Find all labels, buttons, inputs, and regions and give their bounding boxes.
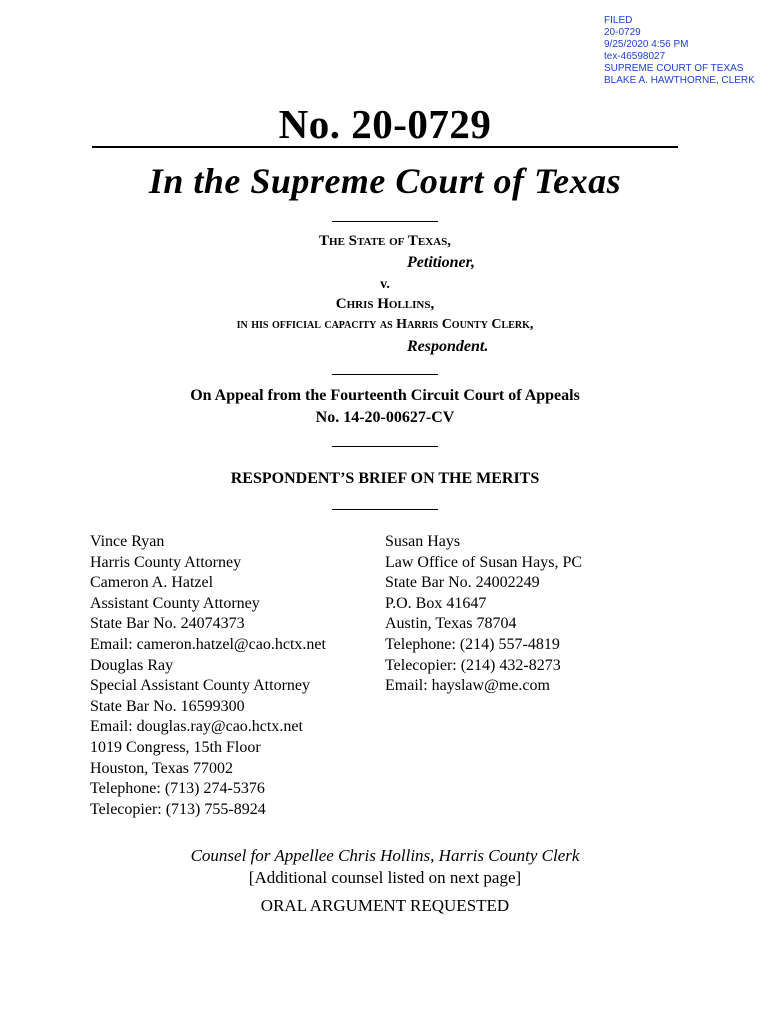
counsel-line: 1019 Congress, 15th Floor [90, 738, 261, 756]
stamp-line: FILED [604, 15, 633, 26]
filing-stamp [604, 15, 755, 87]
oral-argument-request: ORAL ARGUMENT REQUESTED [260, 896, 510, 915]
versus: v. [380, 277, 390, 292]
stamp-line: 20-0729 [604, 27, 641, 38]
counsel-for: Counsel for Appellee Chris Hollins, Harris County Clerk [190, 846, 580, 865]
respondent-role: Respondent. [407, 338, 489, 355]
respondent-name: Chris Hollins, [335, 296, 435, 312]
section-divider [332, 374, 438, 375]
counsel-line: Assistant County Attorney [90, 594, 260, 612]
counsel-line: State Bar No. 24074373 [90, 615, 245, 633]
section-divider [332, 509, 438, 510]
counsel-line: Susan Hays [385, 533, 461, 550]
counsel-line: Harris County Attorney [90, 553, 242, 571]
counsel-line: Telecopier: (214) 432-8273 [385, 656, 561, 674]
appeal-number: No. 14-20-00627-CV [315, 409, 455, 426]
counsel-block-left [90, 532, 326, 820]
counsel-line: Douglas Ray [90, 656, 174, 674]
counsel-line: Email: douglas.ray@cao.hctx.net [90, 718, 303, 736]
counsel-line: Austin, Texas 78704 [385, 615, 517, 633]
counsel-line: Email: hayslaw@me.com [385, 677, 550, 695]
counsel-line: P.O. Box 41647 [385, 594, 487, 612]
counsel-line: Email: cameron.hatzel@cao.hctx.net [90, 635, 326, 653]
petitioner-role: Petitioner, [407, 254, 475, 271]
counsel-line: Telephone: (713) 274-5376 [90, 780, 265, 798]
brief-title: RESPONDENT’S BRIEF ON THE MERITS [230, 470, 540, 487]
appeal-origin: On Appeal from the Fourteenth Circuit Court of Appeals [190, 387, 580, 404]
counsel-line: Telecopier: (713) 755-8924 [90, 800, 266, 818]
counsel-line: Cameron A. Hatzel [90, 574, 214, 592]
stamp-line: SUPREME COURT OF TEXAS [604, 63, 744, 74]
counsel-line: State Bar No. 24002249 [385, 574, 540, 592]
counsel-line: Telephone: (214) 557-4819 [385, 635, 560, 653]
docket-number: No. 20-0729 [278, 101, 492, 147]
stamp-line: BLAKE A. HAWTHORNE, CLERK [604, 75, 755, 86]
heading-divider [92, 146, 678, 148]
counsel-line: Special Assistant County Attorney [90, 677, 310, 695]
stamp-line: 9/25/2020 4:56 PM [604, 39, 689, 50]
section-divider [332, 221, 438, 222]
petitioner-name: The State of Texas, [319, 233, 451, 249]
counsel-block-right [385, 532, 582, 697]
counsel-line: State Bar No. 16599300 [90, 697, 245, 715]
counsel-line: Houston, Texas 77002 [90, 759, 234, 777]
respondent-capacity: in his official capacity as Harris County Clerk, [236, 317, 534, 332]
stamp-line: tex-46598027 [604, 51, 666, 62]
section-divider [332, 446, 438, 447]
counsel-line: Law Office of Susan Hays, PC [385, 553, 583, 571]
court-name: In the Supreme Court of Texas [148, 161, 622, 201]
additional-counsel-note: [Additional counsel listed on next page] [248, 868, 522, 887]
counsel-line: Vince Ryan [90, 533, 165, 550]
